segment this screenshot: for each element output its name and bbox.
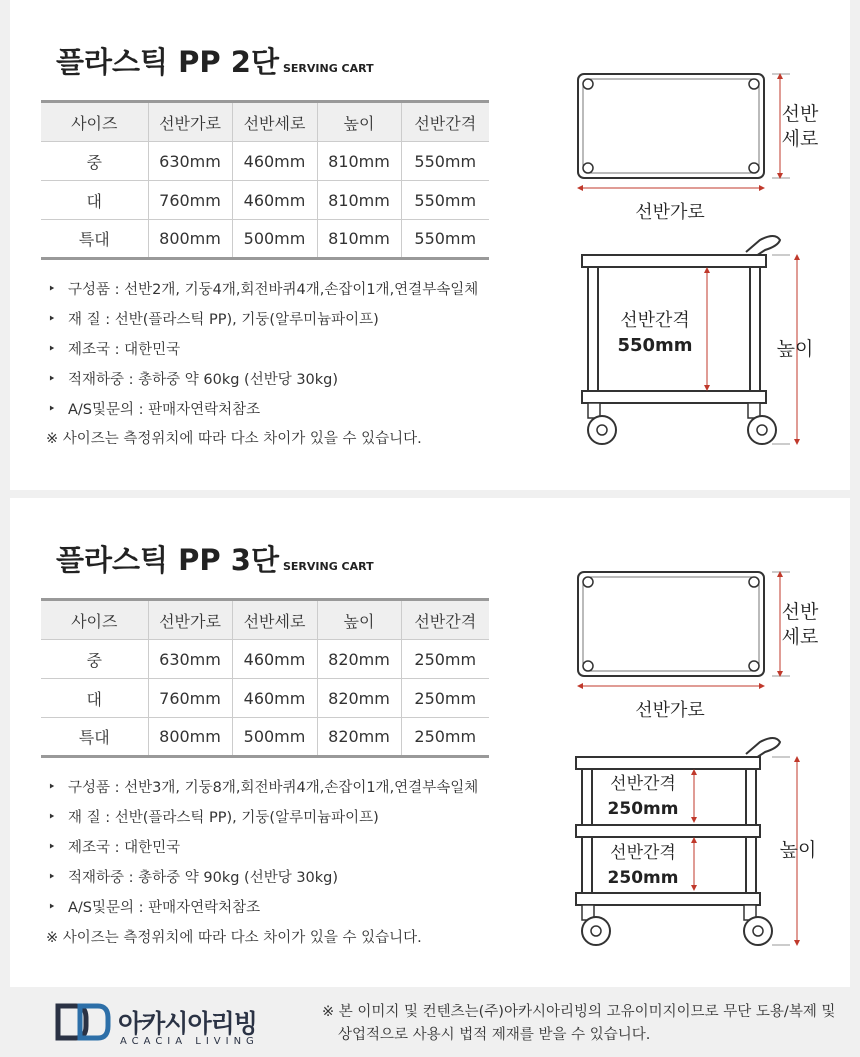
- table-header-row: [41, 102, 489, 142]
- table-cell: 460mm: [232, 640, 317, 679]
- list-item: ‣ 적재하중 : 총하중 약 90kg (선반당 30kg): [48, 866, 478, 896]
- depth-label: 선반: [781, 601, 819, 623]
- cart-side-view-icon: [576, 738, 780, 945]
- column-header: 높이: [317, 600, 401, 640]
- table-cell: 810mm: [317, 181, 401, 220]
- table-row: [41, 718, 489, 757]
- column-header: 선반가로: [148, 102, 232, 142]
- table-row: [41, 181, 489, 220]
- list-item: ‣ 재 질 : 선반(플라스틱 PP), 기둥(알루미늄파이프): [48, 308, 478, 338]
- column-header: 높이: [317, 102, 401, 142]
- table-cell: 460mm: [232, 181, 317, 220]
- width-label: 선반가로: [635, 700, 705, 721]
- list-item: ‣ A/S및문의 : 판매자연락처참조: [48, 896, 478, 926]
- brand-logo-text: 아카시아리빙: [118, 1009, 257, 1038]
- gap-label: 선반간격: [620, 310, 690, 331]
- list-item: ‣ A/S및문의 : 판매자연락처참조: [48, 398, 478, 428]
- gap-value: 550mm: [617, 335, 693, 356]
- table-row: [41, 220, 489, 259]
- column-header: 선반세로: [232, 102, 317, 142]
- height-label: 높이: [776, 338, 814, 360]
- table-cell: 550mm: [401, 142, 489, 181]
- table-cell: 630mm: [148, 640, 232, 679]
- depth-label: 선반: [781, 103, 819, 125]
- table-cell: 820mm: [317, 718, 401, 757]
- table-cell: 550mm: [401, 220, 489, 259]
- product-title: 플라스틱 PP 2단 SERVING CART: [56, 45, 374, 79]
- gap-label: 선반간격: [610, 843, 676, 863]
- table-cell: 820mm: [317, 640, 401, 679]
- depth-label: 세로: [781, 626, 819, 648]
- cart-3tier-section: [10, 498, 850, 987]
- table-cell: 대: [41, 181, 148, 220]
- cart-2tier-diagram: [550, 0, 850, 489]
- brand-logo-subtitle: ACACIA LIVING: [120, 1036, 259, 1047]
- gap-value: 250mm: [607, 868, 679, 888]
- column-header: 선반세로: [232, 600, 317, 640]
- copyright-line: 상업적으로 사용시 법적 제재를 받을 수 있습니다.: [338, 1027, 651, 1043]
- spec-notes-list: [48, 278, 478, 428]
- table-cell: 250mm: [401, 640, 489, 679]
- column-header: 선반간격: [401, 600, 489, 640]
- size-spec-table: [41, 100, 489, 260]
- table-cell: 250mm: [401, 718, 489, 757]
- table-cell: 250mm: [401, 679, 489, 718]
- column-header: 선반간격: [401, 102, 489, 142]
- table-header-row: [41, 600, 489, 640]
- list-item: ‣ 구성품 : 선반3개, 기둥8개,회전바퀴4개,손잡이1개,연결부속일체: [48, 776, 478, 806]
- table-cell: 760mm: [148, 181, 232, 220]
- cart-2tier-section: [10, 0, 850, 490]
- shelf-top-view-icon: [578, 572, 764, 676]
- table-cell: 500mm: [232, 220, 317, 259]
- gap-label: 선반간격: [610, 774, 676, 794]
- list-item: ‣ 적재하중 : 총하중 약 60kg (선반당 30kg): [48, 368, 478, 398]
- depth-label: 세로: [781, 128, 819, 150]
- table-cell: 800mm: [148, 718, 232, 757]
- table-cell: 630mm: [148, 142, 232, 181]
- table-cell: 중: [41, 640, 148, 679]
- copyright-notice: [322, 1001, 835, 1047]
- table-cell: 800mm: [148, 220, 232, 259]
- column-header: 사이즈: [41, 600, 148, 640]
- width-label: 선반가로: [635, 202, 705, 223]
- height-label: 높이: [779, 839, 817, 861]
- product-title: 플라스틱 PP 3단 SERVING CART: [56, 543, 374, 577]
- table-cell: 810mm: [317, 142, 401, 181]
- spec-notes-list: [48, 776, 478, 926]
- shelf-top-view-icon: [578, 74, 764, 178]
- table-cell: 대: [41, 679, 148, 718]
- list-item: ‣ 제조국 : 대한민국: [48, 338, 478, 368]
- table-cell: 특대: [41, 220, 148, 259]
- table-cell: 810mm: [317, 220, 401, 259]
- list-item: ‣ 구성품 : 선반2개, 기둥4개,회전바퀴4개,손잡이1개,연결부속일체: [48, 278, 478, 308]
- table-cell: 중: [41, 142, 148, 181]
- column-header: 사이즈: [41, 102, 148, 142]
- table-cell: 특대: [41, 718, 148, 757]
- table-cell: 760mm: [148, 679, 232, 718]
- list-item: ‣ 제조국 : 대한민국: [48, 836, 478, 866]
- table-cell: 550mm: [401, 181, 489, 220]
- table-cell: 500mm: [232, 718, 317, 757]
- table-cell: 460mm: [232, 142, 317, 181]
- table-cell: 820mm: [317, 679, 401, 718]
- table-cell: 460mm: [232, 679, 317, 718]
- brand-logo-icon: [54, 1002, 112, 1042]
- cart-3tier-diagram: [550, 498, 850, 987]
- gap-value: 250mm: [607, 799, 679, 819]
- table-row: [41, 142, 489, 181]
- size-spec-table: [41, 598, 489, 758]
- size-disclaimer: ※ 사이즈는 측정위치에 따라 다소 차이가 있을 수 있습니다.: [46, 930, 422, 946]
- copyright-line: ※ 본 이미지 및 컨텐츠는(주)아카시아리빙의 고유이미지이므로 무단 도용/복제 및: [322, 1004, 836, 1020]
- column-header: 선반가로: [148, 600, 232, 640]
- size-disclaimer: ※ 사이즈는 측정위치에 따라 다소 차이가 있을 수 있습니다.: [46, 431, 422, 447]
- table-row: [41, 640, 489, 679]
- table-row: [41, 679, 489, 718]
- list-item: ‣ 재 질 : 선반(플라스틱 PP), 기둥(알루미늄파이프): [48, 806, 478, 836]
